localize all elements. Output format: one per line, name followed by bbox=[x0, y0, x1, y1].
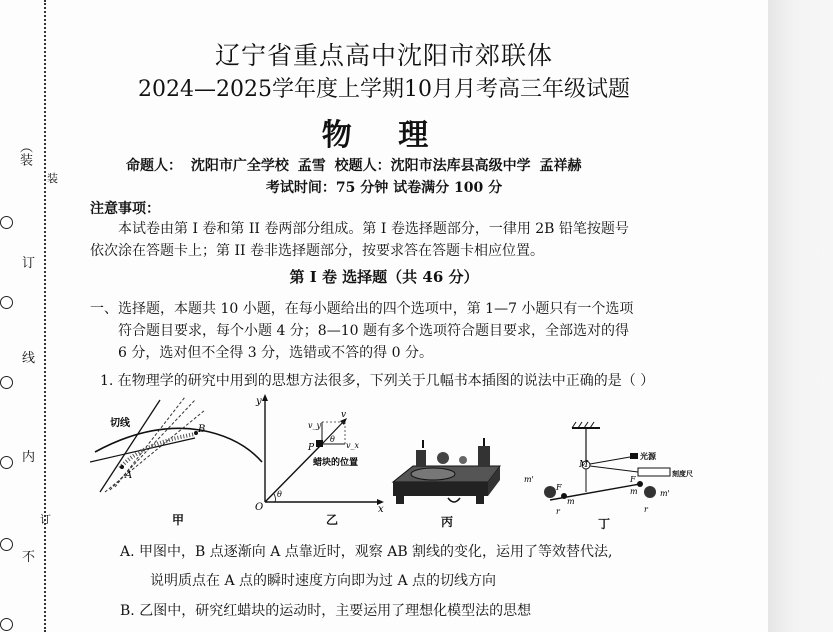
label-point-p: P bbox=[308, 443, 315, 453]
binding-hole-5 bbox=[0, 538, 13, 551]
margin-char-zhuang2: 装 bbox=[47, 172, 58, 185]
option-a-line2: 说明质点在 A 点的瞬时速度方向即为过 A 点的切线方向 bbox=[150, 573, 497, 589]
label-v: v bbox=[341, 410, 347, 420]
label-force-right: F bbox=[630, 475, 636, 484]
label-y-axis: y bbox=[256, 396, 262, 407]
label-small-mass-left: m bbox=[567, 497, 575, 506]
section-instruction-2: 符合题目要求，每个小题 4 分；8—10 题有多个选项符合题目要求，全部选对的得 bbox=[118, 323, 629, 339]
figure-ding-torsion-balance bbox=[520, 420, 695, 518]
subject-title: 物 理 bbox=[321, 118, 447, 153]
binding-hole-3 bbox=[0, 376, 13, 389]
label-force-left: F bbox=[556, 483, 562, 492]
label-candle-position: 蜡块的位置 bbox=[313, 458, 359, 468]
label-big-mass-left: m' bbox=[524, 475, 534, 484]
label-distance-right: r bbox=[644, 505, 648, 514]
figure-bing-caption: 丙 bbox=[441, 515, 454, 529]
option-b: B. 乙图中，研究红蜡块的运动时，主要运用了理想化模型法的思想 bbox=[120, 603, 532, 619]
label-distance-left: r bbox=[556, 507, 560, 516]
notice-heading: 注意事项： bbox=[90, 201, 160, 217]
exam-title-line2: 2024—2025学年度上学期10月月考高三年级试题 bbox=[138, 77, 630, 102]
section-instruction-3: 6 分，选对但不全得 3 分，选错或不答的得 0 分。 bbox=[118, 345, 433, 361]
section-title: 第 I 卷 选择题（共 46 分） bbox=[289, 268, 479, 286]
label-mirror-m: M bbox=[579, 460, 589, 470]
label-theta-origin: θ bbox=[277, 490, 282, 499]
notice-line2: 依次涂在答题卡上；第 II 卷非选择题部分，按要求答在答题卡相应位置。 bbox=[90, 243, 544, 259]
exam-info-line: 考试时间：75 分钟 试卷满分 100 分 bbox=[265, 180, 503, 196]
point-a-dot bbox=[120, 465, 124, 469]
label-theta-top: θ bbox=[330, 435, 335, 444]
exam-title-line1: 辽宁省重点高中沈阳市郊联体 bbox=[214, 41, 553, 70]
notice-line1: 本试卷由第 I 卷和第 II 卷两部分组成。第 I 卷选择题部分，一律用 2B 铅笔按题号 bbox=[118, 221, 629, 237]
figure-bing-apparatus bbox=[388, 436, 506, 510]
margin-char-bu: 不 bbox=[22, 550, 36, 565]
figure-jia-caption: 甲 bbox=[172, 513, 185, 527]
binding-hole-1 bbox=[0, 216, 13, 229]
label-point-b: B bbox=[198, 424, 206, 435]
authors-line: 命题人： 沈阳市广全学校 孟雪 校题人：沈阳市法库县高级中学 孟祥赫 bbox=[126, 158, 582, 174]
margin-char-ding: 订 bbox=[22, 256, 36, 271]
margin-char-xian: 线 bbox=[22, 351, 36, 366]
label-origin: O bbox=[255, 502, 264, 512]
figure-ding-caption: 丁 bbox=[598, 517, 611, 531]
label-ruler: 刻度尺 bbox=[672, 469, 693, 478]
label-vx: v_x bbox=[346, 441, 360, 450]
figure-jia-tangent-curve bbox=[90, 392, 270, 507]
label-big-mass-right: m' bbox=[660, 489, 670, 498]
figure-yi-caption: 乙 bbox=[326, 513, 339, 527]
binding-hole-6 bbox=[0, 618, 13, 631]
binding-hole-2 bbox=[0, 296, 13, 309]
option-a-line1: A. 甲图中，B 点逐渐向 A 点靠近时，观察 AB 割线的变化，运用了等效替代法, bbox=[120, 544, 613, 560]
label-small-mass-right: m bbox=[630, 487, 638, 496]
question-1-stem: 1. 在物理学的研究中用到的思想方法很多，下列关于几幅书本插图的说法中正确的是（ ） bbox=[100, 373, 655, 389]
binding-hole-4 bbox=[0, 456, 13, 469]
viewer-side-panel bbox=[768, 0, 833, 632]
label-light-source: 光源 bbox=[640, 451, 656, 461]
label-x-axis: x bbox=[378, 504, 384, 512]
margin-char-nei: 内 bbox=[22, 450, 36, 465]
figure-yi-velocity-diagram bbox=[250, 392, 390, 512]
label-tangent: 切线 bbox=[110, 418, 130, 429]
label-point-a: A bbox=[125, 470, 133, 481]
margin-char-ding2: 订 bbox=[40, 513, 51, 526]
section-instruction-1: 一、选择题，本题共 10 小题，在每小题给出的四个选项中，第 1—7 小题只有一个选项 bbox=[90, 301, 634, 317]
margin-text-zhuang: （装 bbox=[17, 140, 32, 166]
label-vy: v_y bbox=[308, 421, 322, 430]
